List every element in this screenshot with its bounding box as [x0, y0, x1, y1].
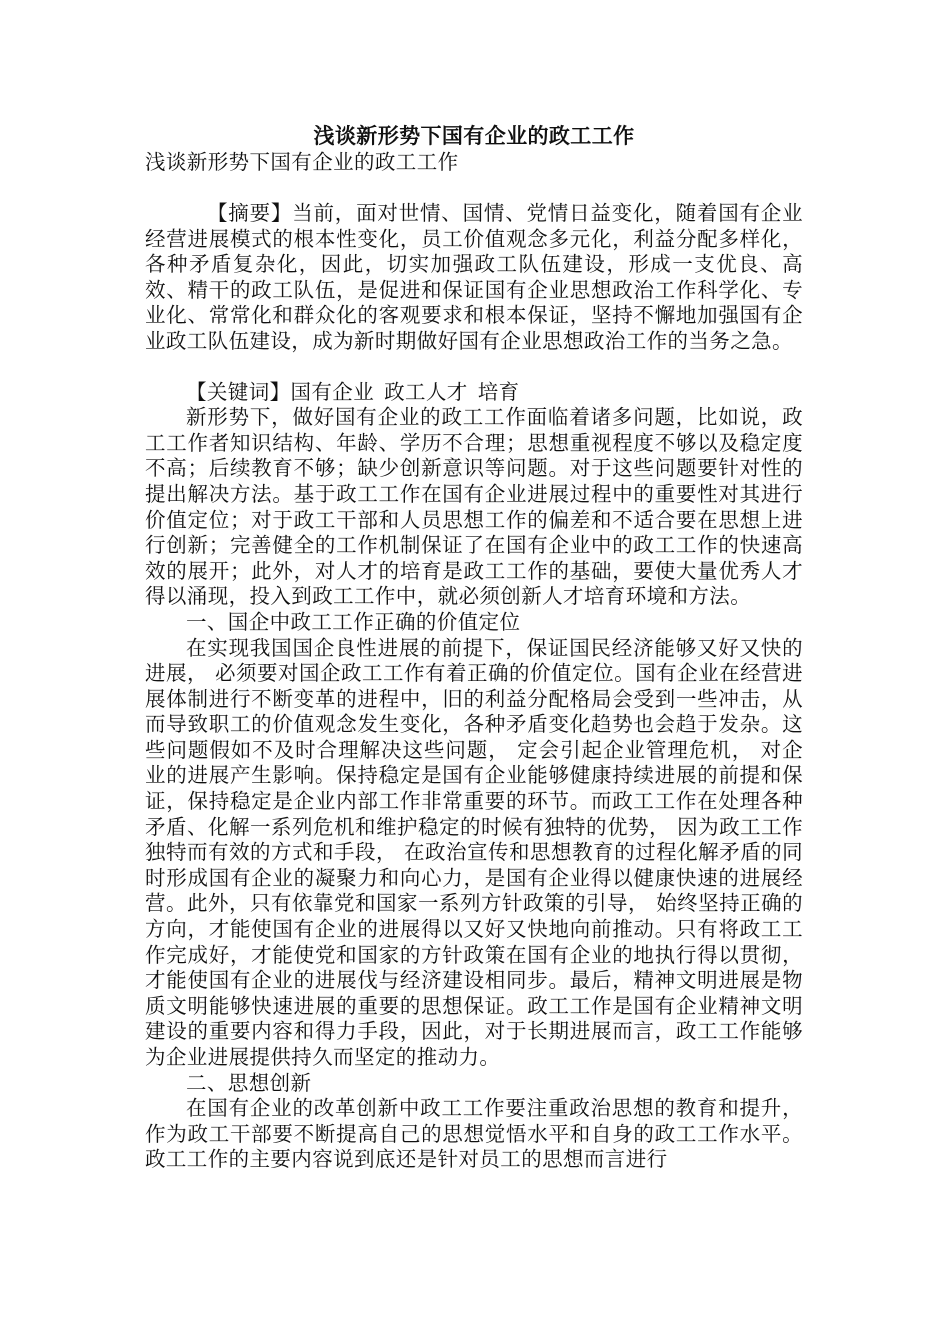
abstract-paragraph: 【摘要】当前，面对世情、国情、党情日益变化，随着国有企业经营进展模式的根本性变化，员工价值观念多元化，利益分配多样化，各种矛盾复杂化，因此，切实加强政工队伍建设，形成一支优良、高效、精干的政工队伍，是促进和保证国有企业思想政治工作科学化、专业化、常常化和群众化的客观要求和根本保证，坚持不懈地加强国有企业政工队伍建设，成为新时期做好国有企业思想政治工作的当务之急。 — [145, 201, 803, 353]
keyword-item: 培育 — [477, 379, 520, 404]
keyword-item: 国有企业 — [290, 379, 375, 404]
section-body-1: 在实现我国国企良性进展的前提下，保证国民经济能够又好又快的进展， 必须要对国企政工工作有着正确的价值定位。国有企业在经营进展体制进行不断变革的进程中，旧的利益分配格局会受到一些冲击，从而导致职工的价值观念发生变化，各种矛盾变化趋势也会趋于发杂。这些问题假如不及时合理解决这些问题， 定会引起企业管理危机， 对企业的进展产生影响。保持稳定是国有企业能够健康持续进展的前提和保证，保持稳定是企业内部工作非常重要的环节。而政工工作在处理各种矛盾、化解一系列危机和维护稳定的时候有独特的优势， 因为政工工作独特而有效的方式和手段， 在政治宣传和思想教育的过程化解矛盾的同时形成国有企业的凝聚力和向心力，是国有企业得以健康快速的进展经营。此外，只有依靠党和国家一系列方针政策的引导， 始终坚持正确的方向，才能使国有企业的进展得以又好又快地向前推动。只有将政工工作完成好，才能使党和国家的方针政策在国有企业的地执行得以贯彻， 才能使国有企业的进展伐与经济建设相同步。最后，精神文明进展是物质文明能够快速进展的重要的思想保证。政工工作是国有企业精神文明建设的重要内容和得力手段，因此，对于长期进展而言，政工工作能够为企业进展提供持久而坚定的推动力。 — [145, 635, 803, 1069]
keyword-item: 政工人才 — [384, 379, 468, 404]
section-body-2: 在国有企业的改革创新中政工工作要注重政治思想的教育和提升，作为政工干部要不断提高自己的思想觉悟水平和自身的政工工作水平。政工工作的主要内容说到底还是针对员工的思想而言进行 — [145, 1096, 803, 1172]
section-heading-1: 一、国企中政工工作正确的价值定位 — [186, 609, 521, 634]
intro-paragraph: 新形势下，做好国有企业的政工工作面临着诸多问题，比如说，政工工作者知识结构、年龄、学历不合理；思想重视程度不够以及稳定度不高；后续教育不够；缺少创新意识等问题。对于这些问题要针对性的提出解决方法。基于政工工作在国有企业进展过程中的重要性对其进行价值定位；对于政工干部和人员思想工作的偏差和不适合要在思想上进行创新；完善健全的工作机制保证了在国有企业中的政工工作的快速高效的展开；此外，对人才的培育是政工工作的基础，要使大量优秀人才得以涌现，投入到政工工作中，就必须创新人才培育环境和方法。 — [145, 405, 803, 609]
keywords-line — [145, 380, 803, 406]
keywords-label: 【关键词】 — [186, 379, 291, 404]
document-title: 浅谈新形势下国有企业的政工工作 — [313, 123, 635, 148]
document-subtitle: 浅谈新形势下国有企业的政工工作 — [145, 150, 459, 174]
section-heading-2: 二、思想创新 — [186, 1070, 312, 1095]
document-page — [145, 122, 803, 1173]
